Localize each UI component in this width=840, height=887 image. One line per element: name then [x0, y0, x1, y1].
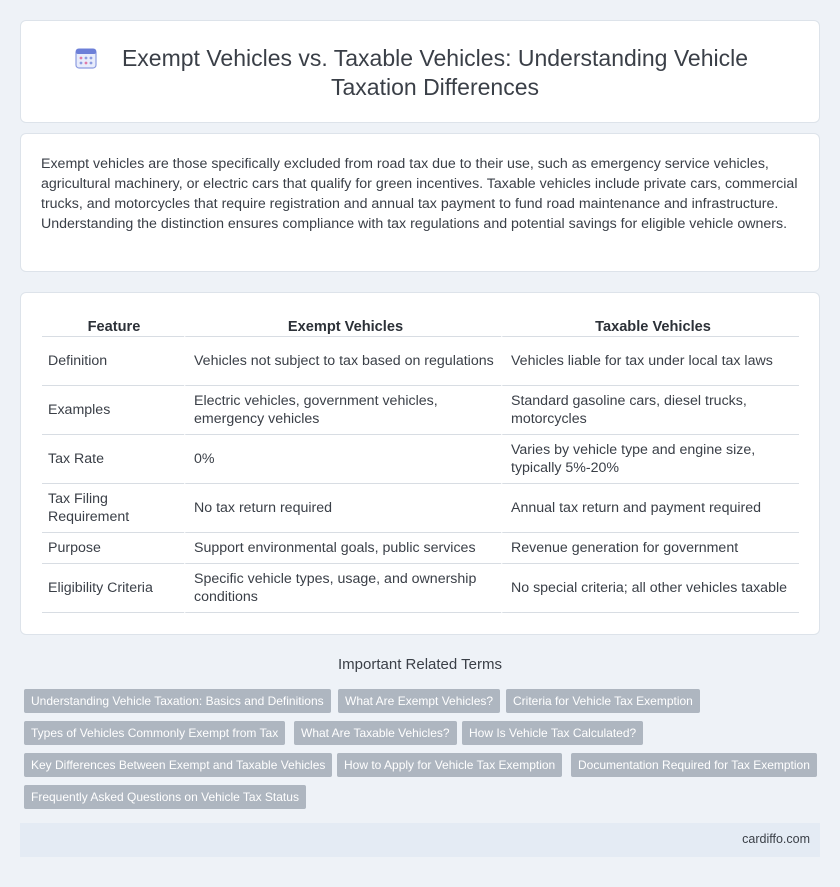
row-taxable: Annual tax return and payment required: [501, 484, 799, 533]
related-term-link[interactable]: How Is Vehicle Tax Calculated?: [462, 721, 643, 745]
row-taxable: Standard gasoline cars, diesel trucks, motorcycles: [501, 386, 799, 435]
header-taxable: Taxable Vehicles: [501, 317, 799, 337]
title-card: [20, 20, 820, 123]
intro-card: [20, 133, 820, 272]
table-row: [42, 484, 799, 533]
footer: [20, 823, 820, 857]
row-taxable: Revenue generation for government: [501, 533, 799, 564]
row-feature: Purpose: [42, 533, 184, 564]
row-feature: Definition: [42, 337, 184, 386]
page-title: Exempt Vehicles vs. Taxable Vehicles: Understanding Vehicle Taxation Differences: [121, 45, 749, 100]
header-feature: Feature: [42, 317, 184, 337]
row-taxable: Vehicles liable for tax under local tax laws: [501, 337, 799, 386]
row-feature: Tax Filing Requirement: [42, 484, 184, 533]
related-term-link[interactable]: Key Differences Between Exempt and Taxable Vehicles: [24, 753, 332, 777]
related-term-link[interactable]: What Are Exempt Vehicles?: [338, 689, 500, 713]
header-exempt: Exempt Vehicles: [184, 317, 501, 337]
row-exempt: Vehicles not subject to tax based on regulations: [184, 337, 501, 386]
row-taxable: Varies by vehicle type and engine size, typically 5%-20%: [501, 435, 799, 484]
row-feature: Examples: [42, 386, 184, 435]
intro-paragraph: Exempt vehicles are those specifically excluded from road tax due to their use, such as emergency service vehicles, agricultural machinery, or electric cars that qualify for green incentives. Taxable vehicles include private cars, commercial trucks, and motorcycles that require registration and annual tax payment to fund road maintenance and infrastructure. Understanding the distinction ensures compliance with tax regulations and potential savings for eligible vehicle owners.: [41, 156, 798, 232]
related-term-link[interactable]: Frequently Asked Questions on Vehicle Tax Status: [24, 785, 306, 809]
related-terms-title: Important Related Terms: [338, 656, 502, 673]
related-term-link[interactable]: Criteria for Vehicle Tax Exemption: [506, 689, 700, 713]
row-exempt: No tax return required: [184, 484, 501, 533]
row-exempt: Support environmental goals, public services: [184, 533, 501, 564]
comparison-table: [42, 317, 799, 613]
table-row: [42, 386, 799, 435]
footer-site-link[interactable]: cardiffo.com: [742, 832, 810, 846]
row-exempt: Electric vehicles, government vehicles, emergency vehicles: [184, 386, 501, 435]
related-term-link[interactable]: What Are Taxable Vehicles?: [294, 721, 457, 745]
table-row: [42, 337, 799, 386]
comparison-table-card: [20, 292, 820, 635]
row-exempt: 0%: [184, 435, 501, 484]
row-exempt: Specific vehicle types, usage, and ownership conditions: [184, 564, 501, 613]
related-term-link[interactable]: Documentation Required for Tax Exemption: [571, 753, 817, 777]
related-term-link[interactable]: How to Apply for Vehicle Tax Exemption: [337, 753, 562, 777]
table-row: [42, 564, 799, 613]
table-row: [42, 533, 799, 564]
table-row: [42, 435, 799, 484]
row-taxable: No special criteria; all other vehicles taxable: [501, 564, 799, 613]
row-feature: Eligibility Criteria: [42, 564, 184, 613]
related-term-link[interactable]: Understanding Vehicle Taxation: Basics and Definitions: [24, 689, 331, 713]
related-term-link[interactable]: Types of Vehicles Commonly Exempt from Tax: [24, 721, 285, 745]
row-feature: Tax Rate: [42, 435, 184, 484]
